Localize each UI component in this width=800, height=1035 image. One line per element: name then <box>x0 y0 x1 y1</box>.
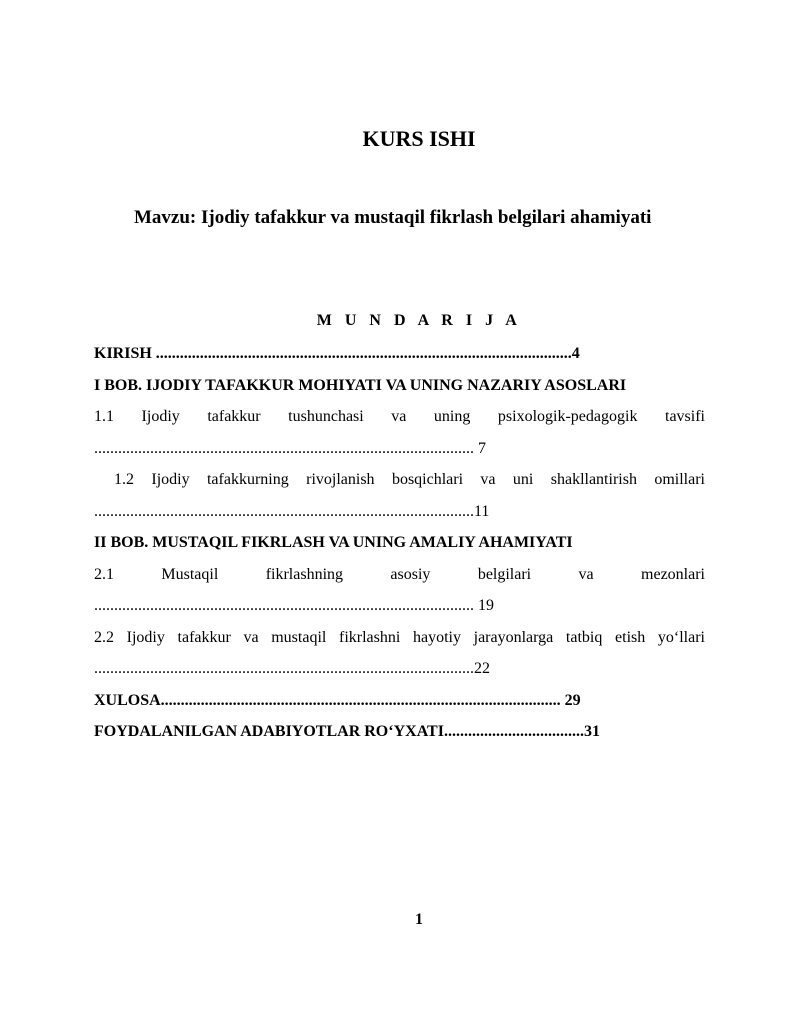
toc-entry-section-2-2: 2.2 Ijodiy tafakkur va mustaqil fikrlashni hayotiy jarayonlarga tatbiq etish yo‘llari ...............................................................................................22 <box>94 628 705 677</box>
toc-entry-intro: KIRISH ........................................................................................................4 <box>94 345 580 362</box>
toc-heading: M U N D A R I J A <box>316 312 522 329</box>
toc-entry-section-2-1: 2.1 Mustaqil fikrlashning asosiy belgilari va mezonlari ............................................................................................... 19 <box>94 565 705 614</box>
toc-entry-chapter-1: I BOB. IJODIY TAFAKKUR MOHIYATI VA UNING NAZARIY ASOSLARI <box>94 376 627 394</box>
toc-entry-chapter-2: II BOB. MUSTAQIL FIKRLASH VA UNING AMALIY AHAMIYATI <box>94 534 573 551</box>
toc-entry-section-1-1: 1.1 Ijodiy tafakkur tushunchasi va uning psixologik-pedagogik tavsifi ............................................................................................... 7 <box>94 408 705 457</box>
table-of-contents <box>94 338 705 748</box>
toc-entry-section-1-2: 1.2 Ijodiy tafakkurning rivojlanish bosqichlari va uni shakllantirish omillari ...............................................................................................11 <box>94 471 705 520</box>
document-title: KURS ISHI <box>362 126 476 151</box>
toc-entry-conclusion: XULOSA.................................................................................................... 29 <box>94 691 581 709</box>
toc-entry-references: FOYDALANILGAN ADABIYOTLAR RO‘YXATI...................................31 <box>94 723 600 740</box>
page-number: 1 <box>415 911 423 928</box>
document-subject: Mavzu: Ijodiy tafakkur va mustaqil fikrlash belgilari ahamiyati <box>134 207 652 228</box>
